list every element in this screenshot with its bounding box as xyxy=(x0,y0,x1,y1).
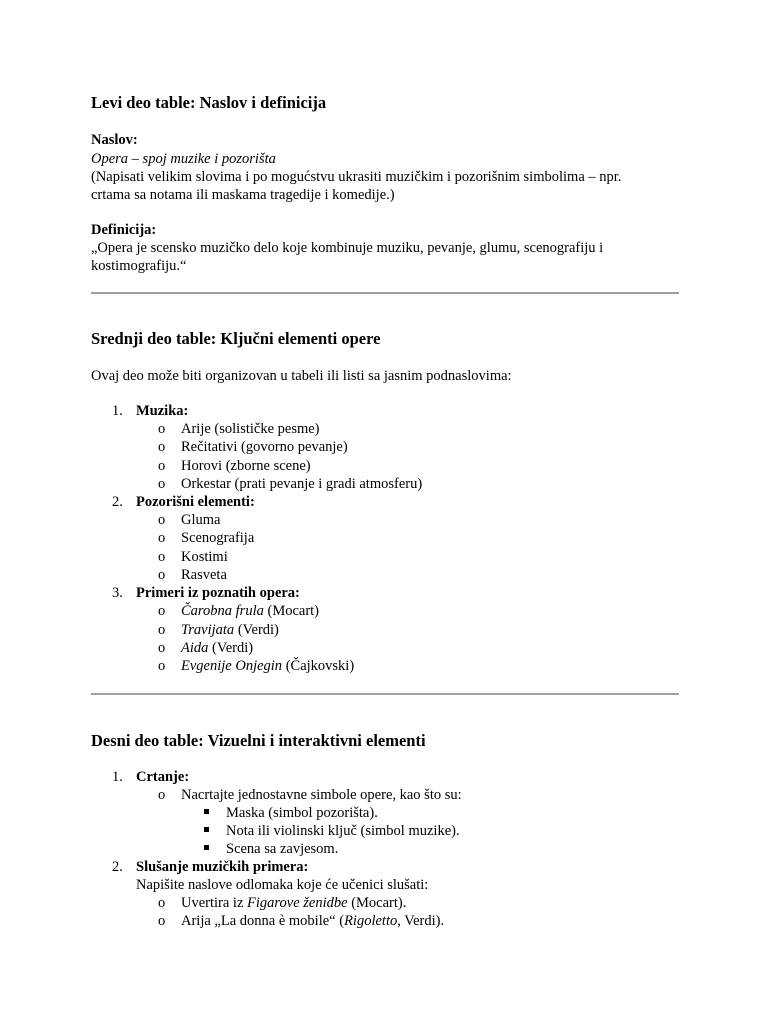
title-note-line-1: (Napisati velikim slovima i po mogućstvu ukrasiti muzičkim i pozorišnim simbolima – npr. xyxy=(91,169,622,185)
list-item: Rasveta xyxy=(181,567,227,583)
list-number: 2. xyxy=(112,859,123,875)
opera-title: Figarove ženidbe xyxy=(247,895,348,911)
definition-line-1: „Opera je scensko muzičko delo koje kombinuje muziku, pevanje, glumu, scenografiju i xyxy=(91,240,604,256)
middle-intro: Ovaj deo može biti organizovan u tabeli ili listi sa jasnim podnaslovima: xyxy=(91,368,512,384)
item-text: Uvertira iz xyxy=(181,895,248,911)
section-heading-left: Levi deo table: Naslov i definicija xyxy=(91,93,327,112)
list-item: Scenografija xyxy=(181,530,255,546)
opera-title: Travijata xyxy=(181,622,235,638)
list-item: Rečitativi (govorno pevanje) xyxy=(181,439,348,455)
bullet-marker: o xyxy=(158,895,166,911)
bullet-marker: o xyxy=(158,658,166,674)
list-item xyxy=(181,621,279,640)
bullet-marker: o xyxy=(158,421,166,437)
bullet-marker: o xyxy=(158,476,166,492)
horizontal-divider xyxy=(91,292,679,294)
opera-composer: (Verdi) xyxy=(234,622,279,638)
item-text: , Verdi). xyxy=(397,913,445,929)
title-value: Opera – spoj muzike i pozorišta xyxy=(91,151,276,167)
bullet-marker: o xyxy=(158,530,166,546)
list-intro: Napišite naslove odlomaka koje će učenici slušati: xyxy=(136,877,429,893)
list-heading-muzika: Muzika: xyxy=(136,403,189,419)
opera-title: Aida xyxy=(181,640,209,656)
list-number: 2. xyxy=(112,494,123,510)
list-item: Horovi (zborne scene) xyxy=(181,458,311,474)
definition-line-2: kostimografiju.“ xyxy=(91,258,187,274)
bullet-marker: o xyxy=(158,512,166,528)
list-number: 3. xyxy=(112,585,123,601)
square-bullet xyxy=(204,845,209,850)
opera-composer: (Verdi) xyxy=(208,640,254,656)
list-item: Kostimi xyxy=(181,549,228,565)
bullet-marker: o xyxy=(158,603,166,619)
title-label: Naslov: xyxy=(91,132,138,148)
list-number: 1. xyxy=(112,769,123,785)
bullet-marker: o xyxy=(158,458,166,474)
list-item: Orkestar (prati pevanje i gradi atmosferu) xyxy=(181,476,423,492)
item-text: (Mocart). xyxy=(347,895,407,911)
opera-title: Rigoletto xyxy=(344,913,398,929)
square-bullet xyxy=(204,827,209,832)
bullet-marker: o xyxy=(158,787,166,803)
list-number: 1. xyxy=(112,403,123,419)
section-heading-right: Desni deo table: Vizuelni i interaktivni elementi xyxy=(91,731,426,750)
opera-composer: (Mocart) xyxy=(263,603,320,619)
title-note-line-2: crtama sa notama ili maskama tragedije i komedije.) xyxy=(91,187,395,203)
opera-title: Čarobna frula xyxy=(181,603,264,619)
list-item: Nota ili violinski ključ (simbol muzike). xyxy=(226,823,460,839)
list-item xyxy=(181,912,444,931)
bullet-marker: o xyxy=(158,567,166,583)
opera-title: Evgenije Onjegin xyxy=(181,658,283,674)
list-heading-pozorisni: Pozorišni elementi: xyxy=(136,494,255,510)
square-bullet xyxy=(204,809,209,814)
list-heading-slusanje: Slušanje muzičkih primera: xyxy=(136,859,309,875)
list-item: Maska (simbol pozorišta). xyxy=(226,805,378,821)
list-item: Arije (solističke pesme) xyxy=(181,421,320,437)
list-item xyxy=(181,602,319,621)
horizontal-divider xyxy=(91,693,679,695)
bullet-marker: o xyxy=(158,549,166,565)
list-item: Nacrtajte jednostavne simbole opere, kao što su: xyxy=(181,787,462,803)
list-item xyxy=(181,894,406,913)
list-item xyxy=(181,639,253,658)
bullet-marker: o xyxy=(158,622,166,638)
bullet-marker: o xyxy=(158,640,166,656)
item-text: Arija „La donna è mobile“ ( xyxy=(181,913,345,929)
definition-label: Definicija: xyxy=(91,222,157,238)
list-heading-crtanje: Crtanje: xyxy=(136,769,190,785)
opera-composer: (Čajkovski) xyxy=(282,658,355,674)
list-item: Scena sa zavjesom. xyxy=(226,841,339,857)
bullet-marker: o xyxy=(158,439,166,455)
list-item: Gluma xyxy=(181,512,221,528)
section-heading-middle: Srednji deo table: Ključni elementi opere xyxy=(91,329,381,348)
bullet-marker: o xyxy=(158,913,166,929)
list-heading-primeri: Primeri iz poznatih opera: xyxy=(136,585,300,601)
list-item xyxy=(181,657,354,676)
